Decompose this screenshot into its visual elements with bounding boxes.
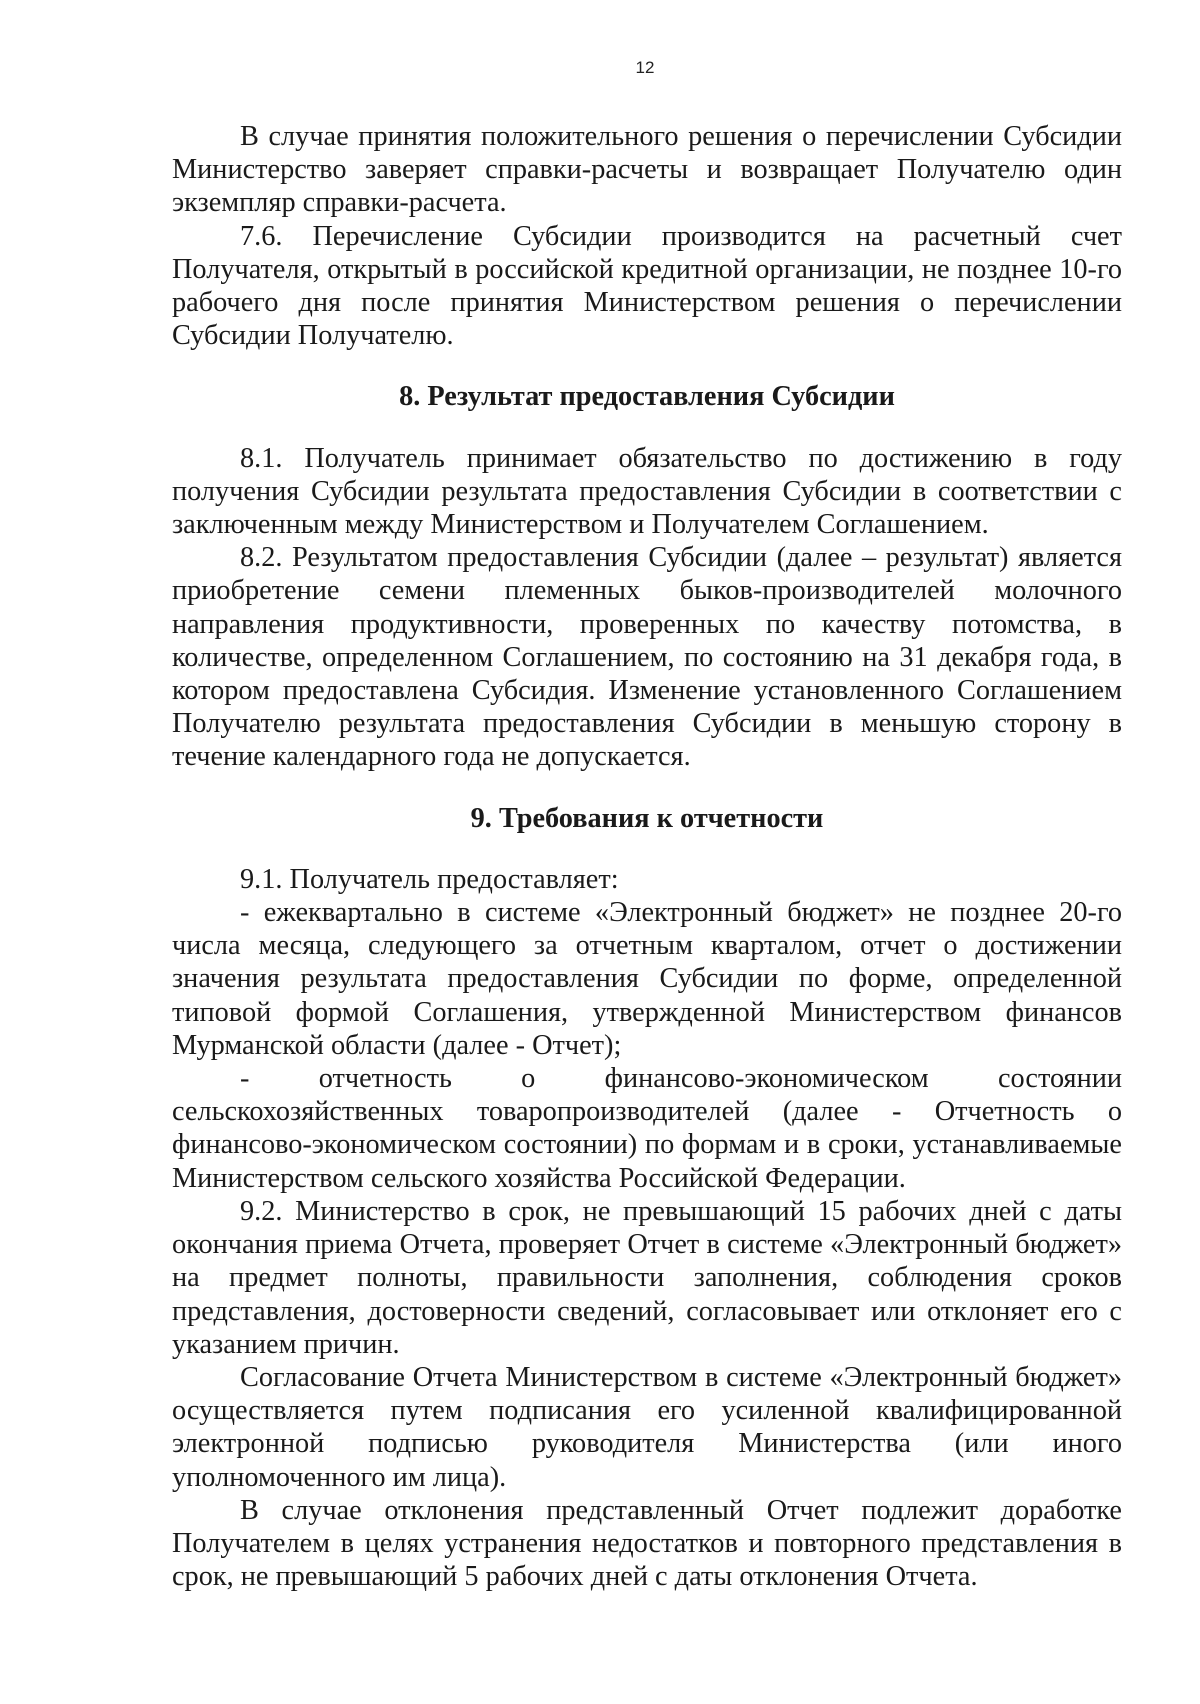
section-heading: 9. Требования к отчетности	[470, 802, 824, 834]
paragraph: 7.6. Перечисление Субсидии производится на расчетный счет Получателя, открытый в российской кредитной организации, не позднее 10-го рабочего дня после принятия Министерством решения о перечислении Субсидии Получателю.	[172, 220, 1122, 352]
paragraph: В случае принятия положительного решения о перечислении Субсидии Министерство заверяет справки-расчеты и возвращает Получателю один экземпляр справки-расчета.	[172, 121, 1122, 219]
list-item: - ежеквартально в системе «Электронный бюджет» не позднее 20-го числа месяца, следующего за отчетным кварталом, отчет о достижении значения результата предоставления Субсидии по форме, определенной типовой формой Соглашения, утвержденной Министерством финансов Мурманской области (далее - Отчет);	[172, 897, 1122, 1061]
paragraph: 8.2. Результатом предоставления Субсидии (далее – результат) является приобретение семени племенных быков-производителей молочного направления продуктивности, проверенных по качеству потомства, в количестве, определенном Соглашением, по состоянию на 31 декабря года, в котором предоставлена Субсидия. Изменение установленного Соглашением Получателю результата предоставления Субсидии в меньшую сторону в течение календарного года не допускается.	[172, 542, 1122, 773]
paragraph: 9.1. Получатель предоставляет:	[240, 863, 619, 895]
paragraph: В случае отклонения представленный Отчет подлежит доработке Получателем в целях устранения недостатков и повторного представления в срок, не превышающий 5 рабочих дней с даты отклонения Отчета.	[172, 1494, 1122, 1593]
paragraph: 9.2. Министерство в срок, не превышающий 15 рабочих дней с даты окончания приема Отчета, проверяет Отчет в системе «Электронный бюджет» на предмет полноты, правильности заполнения, соблюдения сроков представления, достоверности сведений, согласовывает или отклоняет его с указанием причин.	[172, 1195, 1122, 1360]
document-body	[172, 120, 1122, 1593]
list-item: - отчетность о финансово-экономическом состоянии сельскохозяйственных товаропроизводителей (далее - Отчетность о финансово-экономическом состоянии) по формам и в сроки, устанавливаемые Министерством сельского хозяйства Российской Федерации.	[172, 1063, 1122, 1194]
paragraph: Согласование Отчета Министерством в системе «Электронный бюджет» осуществляется путем подписания его усиленной квалифицированной электронной подписью руководителя Министерства (или иного уполномоченного им лица).	[172, 1361, 1122, 1493]
page-number: 12	[635, 58, 655, 77]
paragraph: 8.1. Получатель принимает обязательство по достижению в году получения Субсидии результата предоставления Субсидии в соответствии с заключенным между Министерством и Получателем Соглашением.	[172, 442, 1122, 541]
section-heading: 8. Результат предоставления Субсидии	[399, 381, 895, 413]
